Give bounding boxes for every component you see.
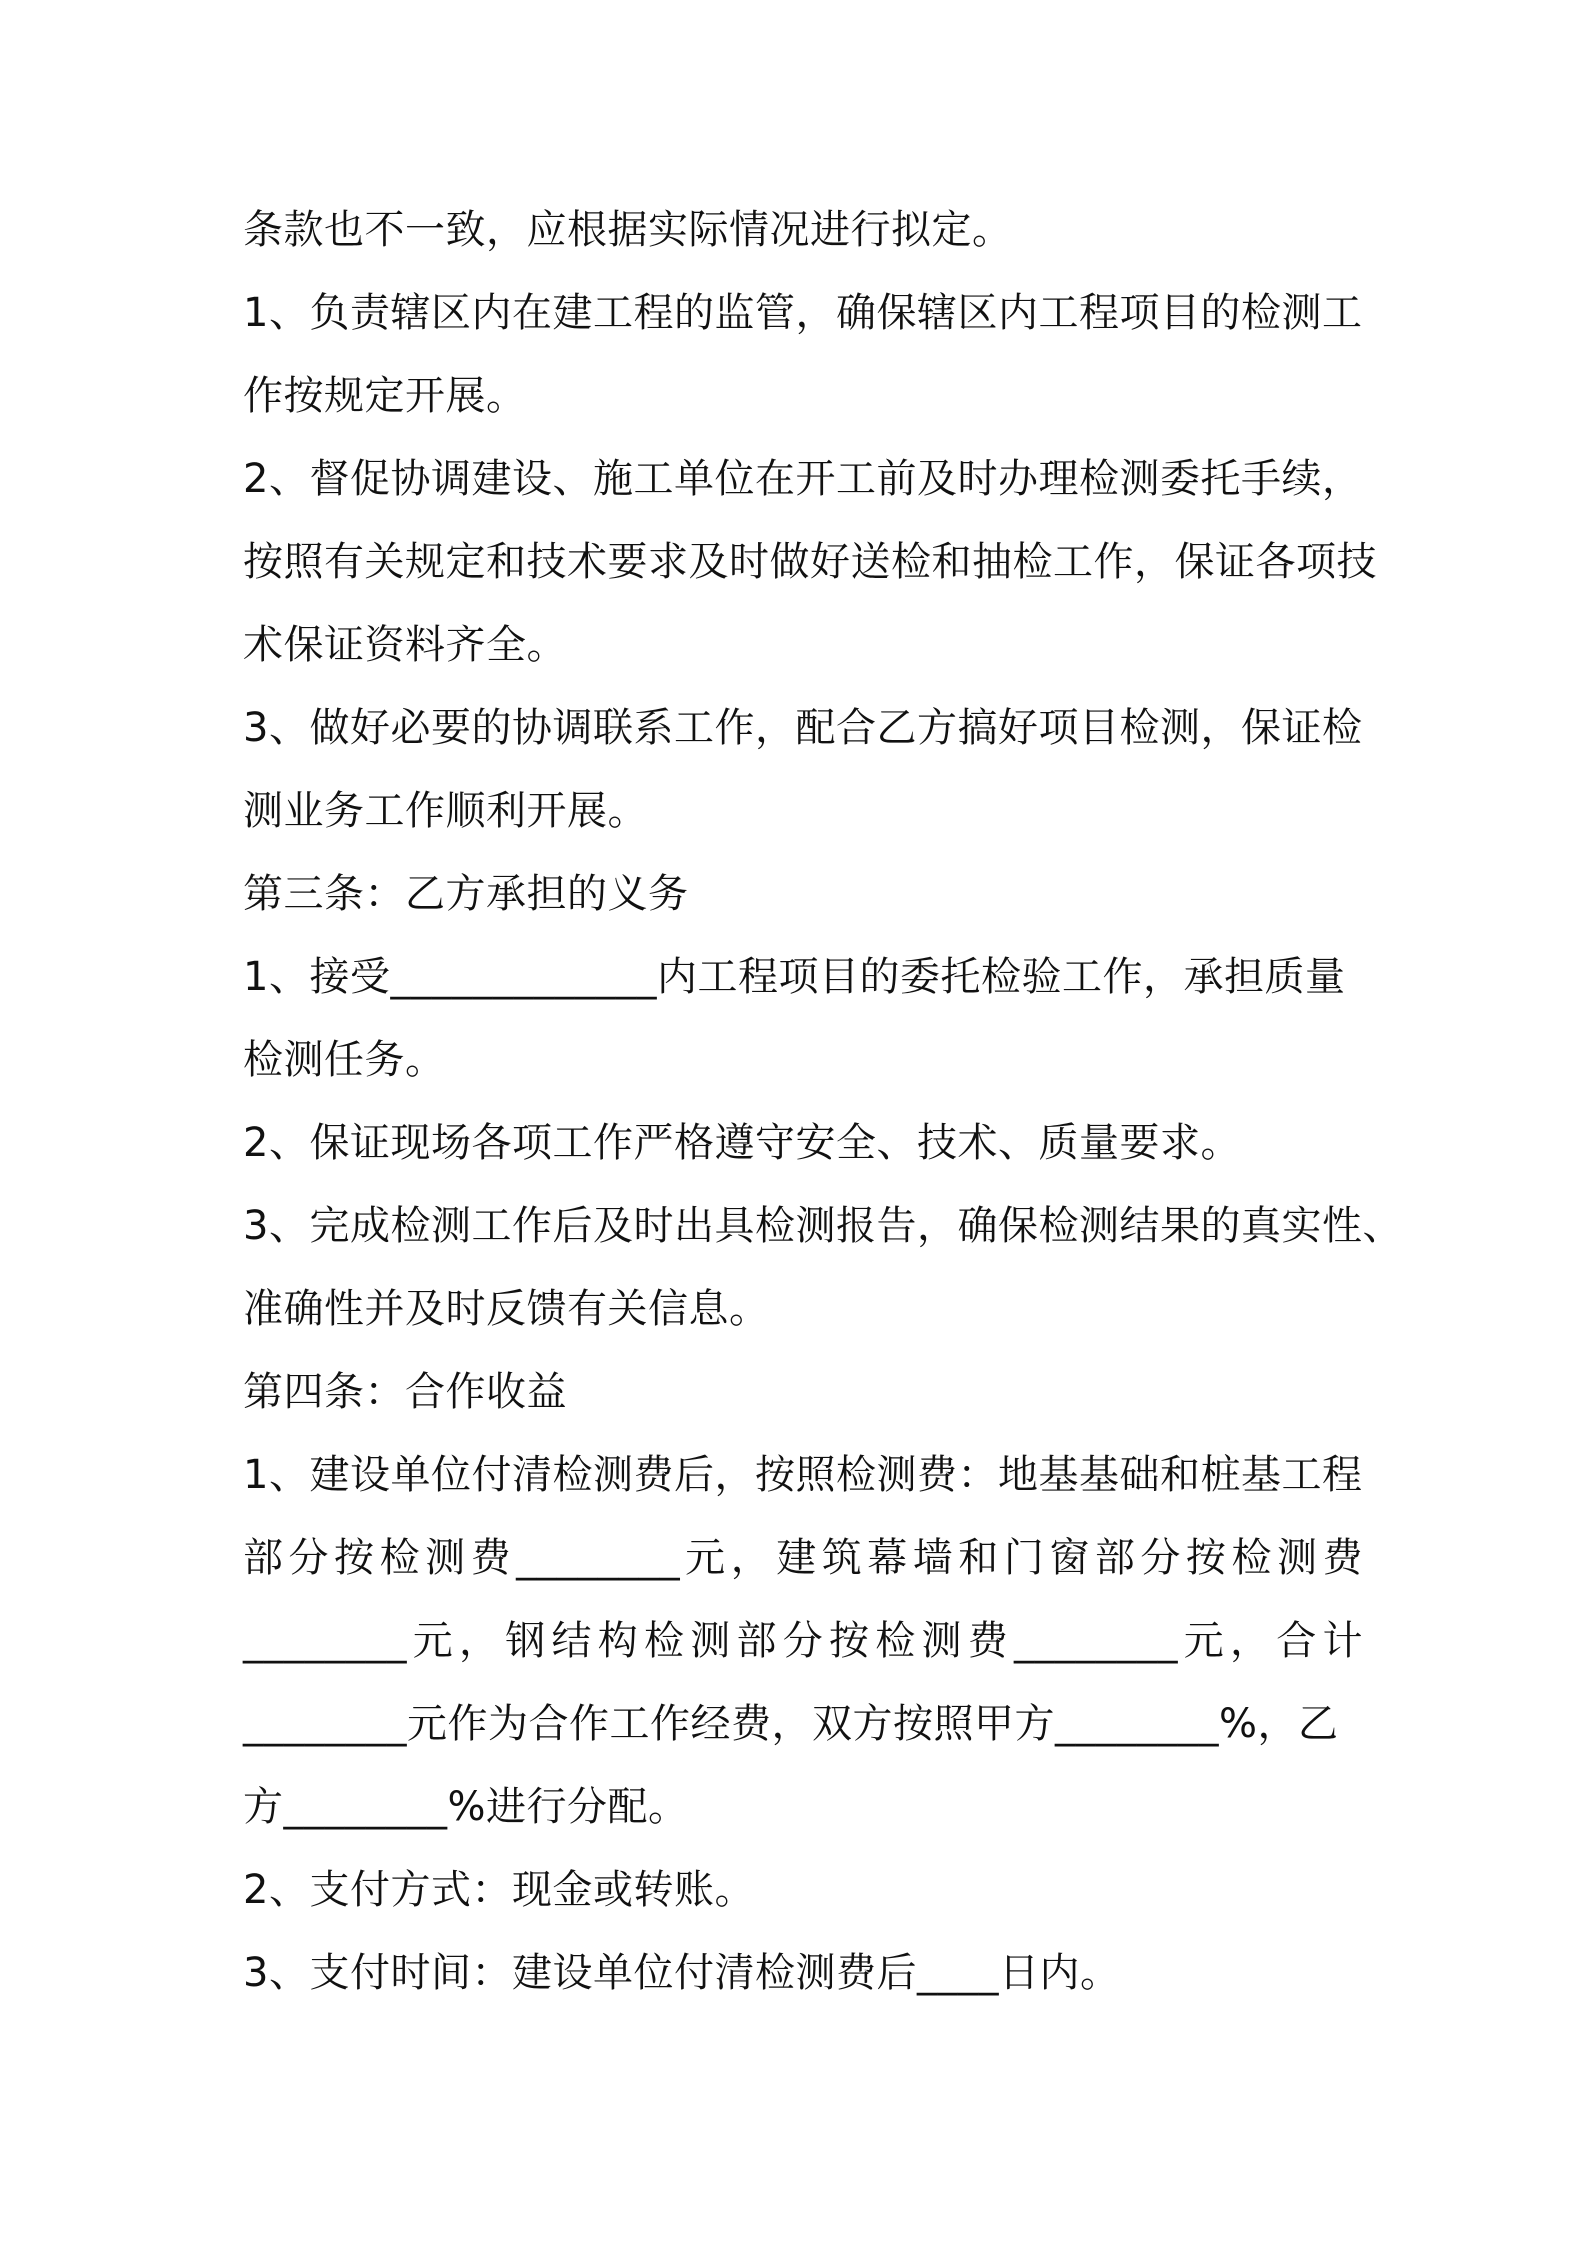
text-line: ________元作为合作工作经费，双方按照甲方________%，乙 [243,1701,1339,1747]
text-line: 部分按检测费________元，建筑幕墙和门窗部分按检测费 [243,1535,1363,1581]
text-line: 按照有关规定和技术要求及时做好送检和抽检工作，保证各项技 [243,539,1377,585]
text-line: 测业务工作顺利开展。 [243,788,648,834]
text-line: 1、建设单位付清检测费后，按照检测费：地基基础和桩基工程 [243,1452,1363,1498]
text-line: 3、完成检测工作后及时出具检测报告，确保检测结果的真实性、 [243,1203,1403,1249]
text-line: 2、支付方式：现金或转账。 [243,1867,755,1913]
text-line: 3、支付时间：建设单位付清检测费后____日内。 [243,1950,1121,1996]
text-line: 2、保证现场各项工作严格遵守安全、技术、质量要求。 [243,1120,1241,1166]
section-heading: 第四条：合作收益 [243,1369,567,1415]
text-line: ________元，钢结构检测部分按检测费________元，合计 [243,1618,1363,1664]
text-line: 3、做好必要的协调联系工作，配合乙方搞好项目检测，保证检 [243,705,1363,751]
text-line: 作按规定开展。 [243,373,527,419]
text-line: 准确性并及时反馈有关信息。 [243,1286,770,1332]
section-heading: 第三条：乙方承担的义务 [243,871,689,917]
text-line: 条款也不一致，应根据实际情况进行拟定。 [243,207,1013,253]
text-line: 检测任务。 [243,1037,446,1083]
text-line: 1、负责辖区内在建工程的监管，确保辖区内工程项目的检测工 [243,290,1363,336]
text-line: 方________%进行分配。 [243,1784,689,1830]
text-line: 2、督促协调建设、施工单位在开工前及时办理检测委托手续， [243,456,1363,502]
text-line: 术保证资料齐全。 [243,622,567,668]
text-line: 1、接受_____________内工程项目的委托检验工作，承担质量 [243,954,1346,1000]
